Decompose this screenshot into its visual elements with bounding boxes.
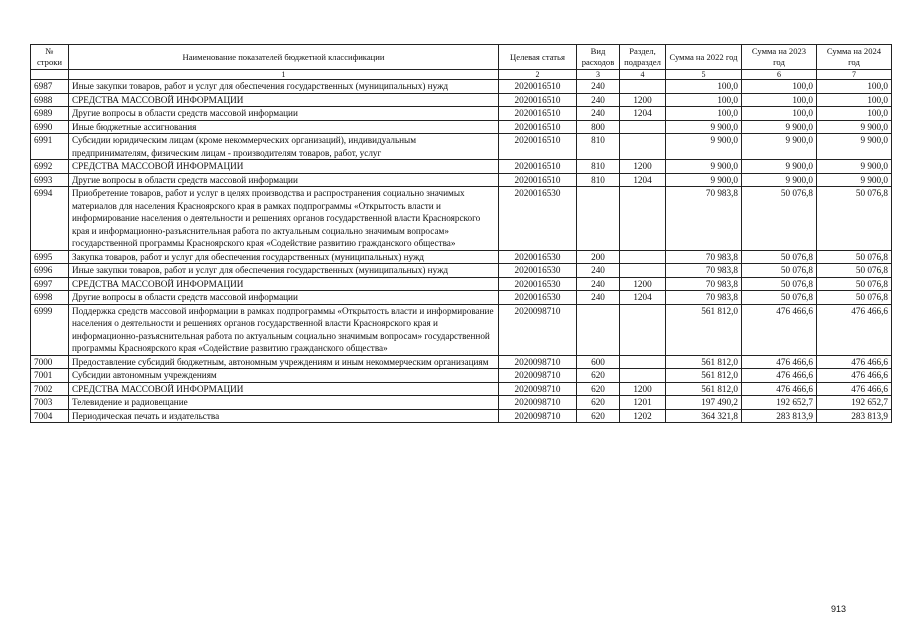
row-sum-2023: 9 900,0 bbox=[742, 160, 817, 174]
row-target: 2020016530 bbox=[499, 187, 577, 251]
row-name: СРЕДСТВА МАССОВОЙ ИНФОРМАЦИИ bbox=[69, 382, 499, 396]
col-number: 1 bbox=[69, 70, 499, 80]
row-target: 2020016510 bbox=[499, 160, 577, 174]
row-number: 6991 bbox=[31, 134, 69, 160]
row-sum-2022: 100,0 bbox=[666, 93, 742, 107]
row-name: СРЕДСТВА МАССОВОЙ ИНФОРМАЦИИ bbox=[69, 160, 499, 174]
row-number: 6989 bbox=[31, 107, 69, 121]
row-sum-2022: 100,0 bbox=[666, 107, 742, 121]
table-row bbox=[31, 250, 892, 264]
row-sum-2022: 70 983,8 bbox=[666, 277, 742, 291]
row-target: 2020098710 bbox=[499, 382, 577, 396]
row-sum-2024: 50 076,8 bbox=[817, 277, 892, 291]
row-number: 6987 bbox=[31, 80, 69, 94]
row-target: 2020016510 bbox=[499, 80, 577, 94]
table-row bbox=[31, 134, 892, 160]
row-target: 2020016510 bbox=[499, 107, 577, 121]
table-row bbox=[31, 187, 892, 251]
col-header-target: Целевая статья bbox=[499, 45, 577, 70]
row-sum-2023: 476 466,6 bbox=[742, 304, 817, 355]
table-row bbox=[31, 409, 892, 423]
row-sum-2023: 9 900,0 bbox=[742, 173, 817, 187]
table-row bbox=[31, 173, 892, 187]
col-header-vid: Вид расходов bbox=[577, 45, 620, 70]
row-sum-2023: 9 900,0 bbox=[742, 120, 817, 134]
row-sum-2023: 50 076,8 bbox=[742, 250, 817, 264]
row-vid bbox=[577, 187, 620, 251]
row-target: 2020098710 bbox=[499, 409, 577, 423]
row-razdel: 1200 bbox=[620, 277, 666, 291]
table-row bbox=[31, 120, 892, 134]
row-name: Другие вопросы в области средств массовой информации bbox=[69, 173, 499, 187]
row-name: Иные бюджетные ассигнования bbox=[69, 120, 499, 134]
col-header-2024: Сумма на 2024 год bbox=[817, 45, 892, 70]
row-target: 2020098710 bbox=[499, 396, 577, 410]
col-number: 4 bbox=[620, 70, 666, 80]
row-sum-2022: 70 983,8 bbox=[666, 187, 742, 251]
row-razdel bbox=[620, 120, 666, 134]
row-target: 2020016530 bbox=[499, 277, 577, 291]
col-header-2023: Сумма на 2023 год bbox=[742, 45, 817, 70]
row-sum-2022: 561 812,0 bbox=[666, 304, 742, 355]
row-name: Иные закупки товаров, работ и услуг для обеспечения государственных (муниципальных) нужд bbox=[69, 264, 499, 278]
col-number: 3 bbox=[577, 70, 620, 80]
row-target: 2020016510 bbox=[499, 93, 577, 107]
row-sum-2024: 100,0 bbox=[817, 80, 892, 94]
row-target: 2020098710 bbox=[499, 369, 577, 383]
row-vid: 800 bbox=[577, 120, 620, 134]
row-number: 6998 bbox=[31, 291, 69, 305]
row-target: 2020016510 bbox=[499, 120, 577, 134]
row-sum-2024: 476 466,6 bbox=[817, 369, 892, 383]
row-target: 2020098710 bbox=[499, 304, 577, 355]
row-name: Приобретение товаров, работ и услуг в целях производства и распространения социально значимых материалов для населения Красноярского края в рамках подпрограммы «Открытость власти и информирование населения о деятельности и решениях органов государственной власти Красноярского края и информационно-разъяснительная работа по актуальным социально значимым вопросам» государственной программы Красноярского края «Содействие развитию гражданского общества» bbox=[69, 187, 499, 251]
row-sum-2022: 70 983,8 bbox=[666, 264, 742, 278]
row-vid: 620 bbox=[577, 369, 620, 383]
row-razdel: 1201 bbox=[620, 396, 666, 410]
col-header-num: № строки bbox=[31, 45, 69, 70]
row-vid: 240 bbox=[577, 93, 620, 107]
row-number: 7000 bbox=[31, 355, 69, 369]
row-vid: 240 bbox=[577, 107, 620, 121]
row-target: 2020016510 bbox=[499, 134, 577, 160]
row-vid: 600 bbox=[577, 355, 620, 369]
row-sum-2022: 364 321,8 bbox=[666, 409, 742, 423]
row-sum-2024: 9 900,0 bbox=[817, 173, 892, 187]
row-number: 6996 bbox=[31, 264, 69, 278]
row-target: 2020016530 bbox=[499, 291, 577, 305]
col-header-razdel: Раздел, подраздел bbox=[620, 45, 666, 70]
row-sum-2024: 476 466,6 bbox=[817, 382, 892, 396]
row-sum-2022: 561 812,0 bbox=[666, 382, 742, 396]
table-row bbox=[31, 80, 892, 94]
row-sum-2022: 561 812,0 bbox=[666, 355, 742, 369]
row-razdel: 1200 bbox=[620, 382, 666, 396]
table-row bbox=[31, 355, 892, 369]
row-target: 2020016530 bbox=[499, 264, 577, 278]
row-name: СРЕДСТВА МАССОВОЙ ИНФОРМАЦИИ bbox=[69, 93, 499, 107]
row-sum-2022: 70 983,8 bbox=[666, 291, 742, 305]
row-sum-2023: 50 076,8 bbox=[742, 187, 817, 251]
row-sum-2024: 192 652,7 bbox=[817, 396, 892, 410]
table-row bbox=[31, 93, 892, 107]
row-razdel bbox=[620, 80, 666, 94]
row-vid: 620 bbox=[577, 409, 620, 423]
row-sum-2023: 100,0 bbox=[742, 107, 817, 121]
row-razdel: 1200 bbox=[620, 93, 666, 107]
row-sum-2023: 50 076,8 bbox=[742, 291, 817, 305]
row-sum-2024: 100,0 bbox=[817, 93, 892, 107]
row-razdel: 1204 bbox=[620, 107, 666, 121]
col-header-2022: Сумма на 2022 год bbox=[666, 45, 742, 70]
row-vid: 240 bbox=[577, 80, 620, 94]
row-razdel bbox=[620, 304, 666, 355]
table-row bbox=[31, 396, 892, 410]
table-row bbox=[31, 291, 892, 305]
row-sum-2022: 9 900,0 bbox=[666, 160, 742, 174]
row-sum-2023: 50 076,8 bbox=[742, 264, 817, 278]
row-number: 7003 bbox=[31, 396, 69, 410]
row-sum-2024: 50 076,8 bbox=[817, 264, 892, 278]
row-target: 2020098710 bbox=[499, 355, 577, 369]
table-row bbox=[31, 264, 892, 278]
row-sum-2024: 50 076,8 bbox=[817, 291, 892, 305]
row-target: 2020016530 bbox=[499, 250, 577, 264]
row-sum-2024: 9 900,0 bbox=[817, 160, 892, 174]
col-number: 7 bbox=[817, 70, 892, 80]
row-razdel: 1204 bbox=[620, 173, 666, 187]
row-vid: 810 bbox=[577, 160, 620, 174]
row-number: 6988 bbox=[31, 93, 69, 107]
table-row bbox=[31, 277, 892, 291]
table-row bbox=[31, 107, 892, 121]
row-sum-2024: 283 813,9 bbox=[817, 409, 892, 423]
row-sum-2023: 283 813,9 bbox=[742, 409, 817, 423]
row-sum-2024: 9 900,0 bbox=[817, 120, 892, 134]
row-razdel bbox=[620, 187, 666, 251]
row-number: 7001 bbox=[31, 369, 69, 383]
row-name: Субсидии автономным учреждениям bbox=[69, 369, 499, 383]
row-sum-2024: 100,0 bbox=[817, 107, 892, 121]
row-sum-2024: 50 076,8 bbox=[817, 187, 892, 251]
row-sum-2023: 476 466,6 bbox=[742, 355, 817, 369]
row-sum-2024: 50 076,8 bbox=[817, 250, 892, 264]
row-name: Периодическая печать и издательства bbox=[69, 409, 499, 423]
row-number: 6993 bbox=[31, 173, 69, 187]
row-name: Телевидение и радиовещание bbox=[69, 396, 499, 410]
row-razdel: 1204 bbox=[620, 291, 666, 305]
row-razdel bbox=[620, 369, 666, 383]
row-name: Другие вопросы в области средств массовой информации bbox=[69, 291, 499, 305]
table-row bbox=[31, 160, 892, 174]
row-name: Иные закупки товаров, работ и услуг для обеспечения государственных (муниципальных) нужд bbox=[69, 80, 499, 94]
row-number: 6995 bbox=[31, 250, 69, 264]
row-sum-2022: 561 812,0 bbox=[666, 369, 742, 383]
col-number: 2 bbox=[499, 70, 577, 80]
row-vid: 810 bbox=[577, 134, 620, 160]
row-razdel bbox=[620, 264, 666, 278]
row-sum-2024: 9 900,0 bbox=[817, 134, 892, 160]
column-number-row bbox=[31, 70, 892, 80]
row-sum-2023: 100,0 bbox=[742, 80, 817, 94]
row-sum-2024: 476 466,6 bbox=[817, 304, 892, 355]
row-sum-2022: 9 900,0 bbox=[666, 120, 742, 134]
row-sum-2022: 197 490,2 bbox=[666, 396, 742, 410]
table-row bbox=[31, 304, 892, 355]
col-number: 5 bbox=[666, 70, 742, 80]
row-sum-2023: 9 900,0 bbox=[742, 134, 817, 160]
row-sum-2024: 476 466,6 bbox=[817, 355, 892, 369]
row-name: Другие вопросы в области средств массовой информации bbox=[69, 107, 499, 121]
row-vid: 620 bbox=[577, 396, 620, 410]
row-sum-2023: 50 076,8 bbox=[742, 277, 817, 291]
header-row bbox=[31, 45, 892, 70]
row-name: Поддержка средств массовой информации в рамках подпрограммы «Открытость власти и информирование населения о деятельности и решениях органов государственной власти Красноярского края и информационно-разъяснительная работа по актуальным социально значимым вопросам» государственной программы Красноярского края «Содействие развитию гражданского общества» bbox=[69, 304, 499, 355]
row-number: 7004 bbox=[31, 409, 69, 423]
row-name: Предоставление субсидий бюджетным, автономным учреждениям и иным некоммерческим организациям bbox=[69, 355, 499, 369]
col-header-name: Наименование показателей бюджетной классификации bbox=[69, 45, 499, 70]
row-vid: 240 bbox=[577, 264, 620, 278]
row-razdel bbox=[620, 250, 666, 264]
row-razdel: 1202 bbox=[620, 409, 666, 423]
table-row bbox=[31, 382, 892, 396]
col-number: 6 bbox=[742, 70, 817, 80]
row-sum-2022: 70 983,8 bbox=[666, 250, 742, 264]
row-vid bbox=[577, 304, 620, 355]
row-name: Закупка товаров, работ и услуг для обеспечения государственных (муниципальных) нужд bbox=[69, 250, 499, 264]
row-sum-2023: 100,0 bbox=[742, 93, 817, 107]
row-sum-2023: 476 466,6 bbox=[742, 369, 817, 383]
row-number: 6999 bbox=[31, 304, 69, 355]
row-sum-2022: 9 900,0 bbox=[666, 173, 742, 187]
budget-table bbox=[30, 44, 892, 423]
row-number: 6994 bbox=[31, 187, 69, 251]
row-sum-2022: 9 900,0 bbox=[666, 134, 742, 160]
row-vid: 810 bbox=[577, 173, 620, 187]
page-number: 913 bbox=[830, 604, 846, 614]
table-row bbox=[31, 369, 892, 383]
row-number: 6997 bbox=[31, 277, 69, 291]
row-razdel bbox=[620, 134, 666, 160]
row-vid: 240 bbox=[577, 291, 620, 305]
row-vid: 200 bbox=[577, 250, 620, 264]
col-number bbox=[31, 70, 69, 80]
row-number: 6992 bbox=[31, 160, 69, 174]
row-razdel: 1200 bbox=[620, 160, 666, 174]
row-vid: 240 bbox=[577, 277, 620, 291]
row-sum-2023: 476 466,6 bbox=[742, 382, 817, 396]
row-vid: 620 bbox=[577, 382, 620, 396]
row-name: Субсидии юридическим лицам (кроме некоммерческих организаций), индивидуальным предпринимателям, физическим лицам - производителям товаров, работ, услуг bbox=[69, 134, 499, 160]
row-sum-2022: 100,0 bbox=[666, 80, 742, 94]
row-number: 7002 bbox=[31, 382, 69, 396]
row-razdel bbox=[620, 355, 666, 369]
row-name: СРЕДСТВА МАССОВОЙ ИНФОРМАЦИИ bbox=[69, 277, 499, 291]
row-sum-2023: 192 652,7 bbox=[742, 396, 817, 410]
row-number: 6990 bbox=[31, 120, 69, 134]
row-target: 2020016510 bbox=[499, 173, 577, 187]
